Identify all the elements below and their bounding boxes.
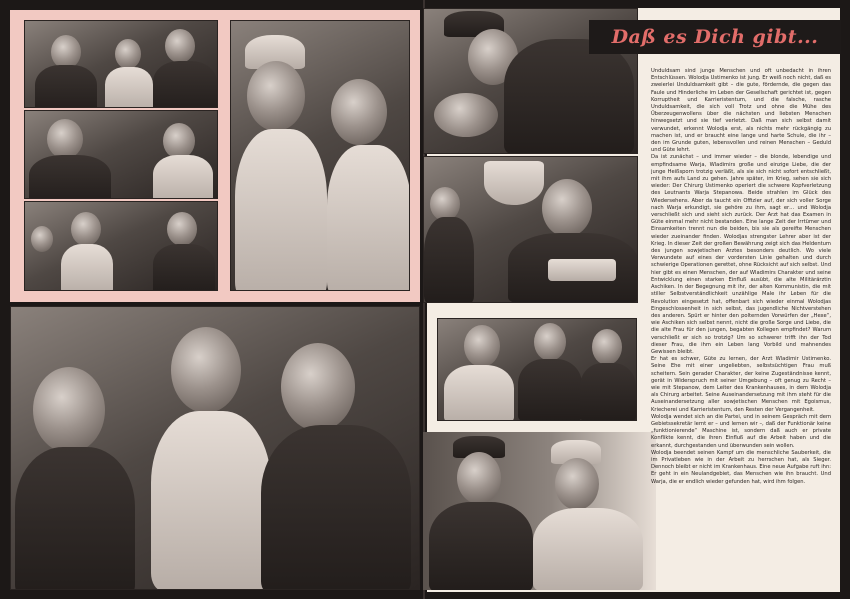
article-paragraph: Wolodja wendet sich an die Partei, und in seinem Gespräch mit dem Gebietssekretär lernt er – und lernen wir –, daß der Funktionär keine „funktionierende“ Maschine ist, sondern daß auch er private Konflikte kennt, die ihren Einfluß auf die Arbeit haben und die erkannt, durchgestanden und überwunden sein wollen. xyxy=(651,413,831,449)
article-text xyxy=(651,68,831,588)
headline-banner xyxy=(589,20,841,54)
photo-soldier-doctor xyxy=(423,432,656,590)
photo-trio-right xyxy=(437,318,637,421)
photo-mirror-scene xyxy=(24,201,218,291)
photo-three-people xyxy=(24,20,218,108)
article-paragraph: Wolodja beendet seinen Kampf um die menschliche Sauberkeit, die im Privatleben wie in der Arbeit zu herrschen hat, als Sieger. Dennoch bleibt er nicht im Krankenhaus. Eine neue Aufgabe ruft ihn: Er geht in ein Neulandgebiet, das Menschen wie ihn braucht. Und Warja, die er endlich wieder gefunden hat, wird ihm folgen. xyxy=(651,449,831,485)
photo-two-men-table xyxy=(24,110,218,199)
article-paragraph: Da ist zunächst – und immer wieder – die blonde, lebendige und empfindsame Warja, Wladimirs große und einzige Liebe, die der junge Heißsporn trotzig verläßt, als sie sich nicht sofort entschließt, mit ihm aufs Land zu gehen. Jahre später, im Krieg, sehen sie sich wieder: Der Chirurg Ustimenko operiert die schwere Kopfverletzung des Leutnants Warja Stepanowa. Beide strahlen im Glück des Wiedersehens. Aber da taucht ein Offizier auf, der sich voller Sorge nach Warja erkundigt, sie gehöre zu ihm, sagt er… und Wolodja verschließt sich und sieht sich zurück. Der Arzt hat das Examen in Güte einmal mehr nicht bestanden. Eine lange Zeit der Irrtümer und Einsamkeiten trennt nun die beiden, bis sie als gereifte Menschen wieder zueinander finden. Wolodjas strengster Lehrer aber ist der Krieg. In dieser Zeit der großen Bewährung zeigt sich das Heldentum des jungen sowjetischen Arztes besonders deutlich. Wo viele Verwundete auf eines der vordersten Linie gehalten und durch schwierige Operationen gerettet, ohne Rücksicht auf sich selbst. Und hier gibt es einen Menschen, der auf Wladimirs Charakter und seine Entwicklung einen starken Einfluß ausübt, die alte Militärärztin Aschiken. In der Begegnung mit ihr, der alten Kommunistin, die mit stiller Selbstverständlichkeit unzählige Male ihr Leben für die Revolution eingesetzt hat, offenbart sich wieder einmal Wolodjas Eingeschlossenheit in sich selbst, das jugendliche Nichtverstehen des anderen. Spürt er hinter den polternden Vorwürfen der „Hexe“, wie Aschiken sich selbst nennt, nicht die große Sorge und Liebe, die die alte Frau für den jungen, begabten Kollegen empfindet? Warum verschließt er sich so trotzig? Um so schwerer trifft ihn der Tod dieser Frau, die ihm ein Leben lang Vorbild und mahnendes Gewissen bleibt. xyxy=(651,154,831,355)
headline: Daß es Dich gibt... xyxy=(611,26,819,48)
photo-letter-reading xyxy=(423,156,638,303)
article-paragraph: Unduldsam sind junge Menschen und oft unbedacht in ihren Entschlüssen. Wolodja Ustimenko ist jung. Er weiß noch nicht, daß es zweierlei Unduldsamkeit gibt – die gute, fördernde, die gegen das Faule und Hinderliche im Leben der Gesellschaft gerichtet ist, gegen Korruptheit und Karrieristentum, und die falsche, rasche Unduldsamkeit, die sich voll Trotz und ohne die Mühe des Überzeugenwollens über die nächsten und liebsten Menschen hinwegsetzt und sie tief verletzt. Daß man sich selbst damit verwundet, erkennt Wolodja erst, als nichts mehr rückgängig zu machen ist, und er braucht eine lange und harte Schule, die ihr – den im Grunde guten, lebensvollen und reinen Menschen – Geduld und Güte lehrt. xyxy=(651,68,831,154)
photo-group-large xyxy=(10,306,420,590)
article-paragraph: Er hat es schwer, Güte zu lernen, der Arzt Wladimir Ustimenko. Seine Ehe mit einer ungeliebten, selbstsüchtigen Frau muß scheitern. Sein gerader Charakter, der keine Zugeständnisse kennt, gerät in Widerspruch mit seiner Umgebung – oft genug zu Recht – wie mit Stepanow, dem Leiter des Krankenhauses, in dem Wolodja als Chirurg arbeitet. Seine Auseinandersetzung mit ihm steht für die Auseinandersetzung aller sowjetischen Menschen mit Egoismus, Kriecherei und Karrieristentum, den Resten der Vergangenheit. xyxy=(651,356,831,413)
photo-surgeon-cap xyxy=(230,20,410,291)
